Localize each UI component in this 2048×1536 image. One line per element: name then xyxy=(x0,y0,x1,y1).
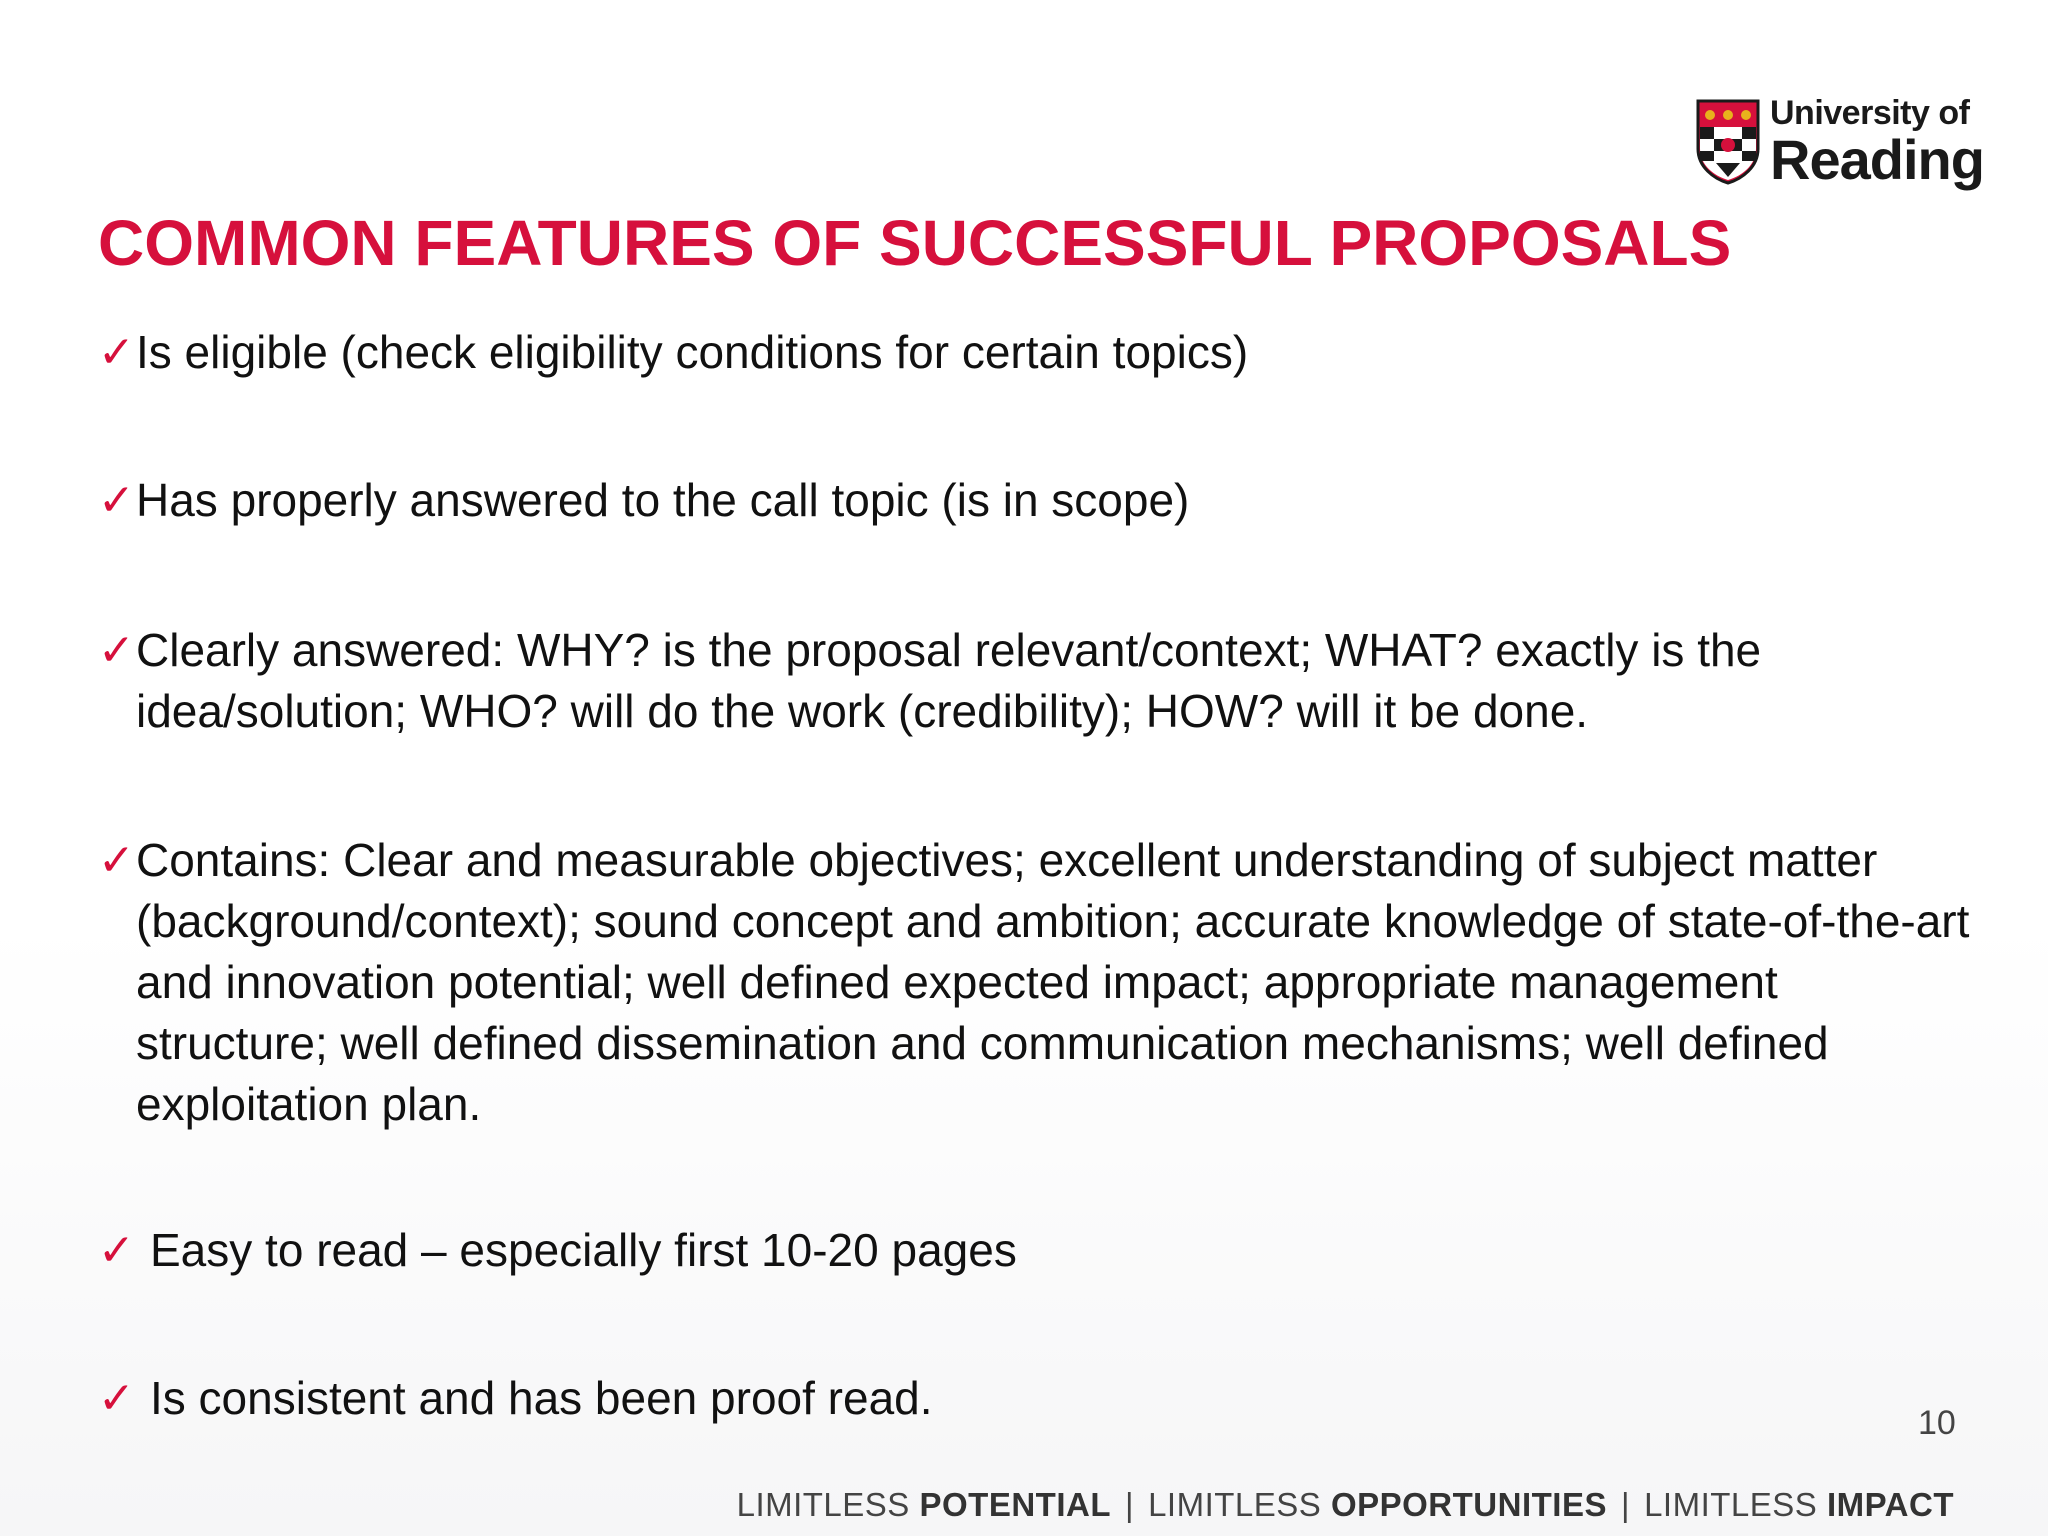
bullet-text: Clearly answered: WHY? is the proposal relevant/context; WHAT? exactly is the idea/solution; WHO? will do the work (credibility); HOW? will it be done. xyxy=(136,624,1762,737)
crest-icon xyxy=(1696,99,1760,185)
footer-strong-3: IMPACT xyxy=(1826,1486,1954,1523)
check-icon: ✓ xyxy=(98,836,135,885)
check-icon: ✓ xyxy=(98,626,135,675)
check-icon: ✓ xyxy=(98,1226,135,1275)
check-icon: ✓ xyxy=(98,476,135,525)
bullet-item xyxy=(98,620,1978,742)
bullet-item xyxy=(98,322,1248,383)
footer-strong-2: OPPORTUNITIES xyxy=(1330,1486,1607,1523)
university-logo xyxy=(1696,94,1984,191)
footer-prefix-3: LIMITLESS xyxy=(1644,1486,1827,1523)
bullet-item xyxy=(98,1220,1017,1281)
footer-separator: | xyxy=(1620,1486,1631,1523)
logo-wordmark xyxy=(1770,94,1984,191)
bullet-text: Contains: Clear and measurable objectives; excellent understanding of subject matter (background/context); sound concept and ambition; accurate knowledge of state-of-the-art and innovation potential; well defined expected impact; appropriate management structure; well defined dissemination and communication mechanisms; well defined exploitation plan. xyxy=(136,834,1970,1130)
bullet-text: Is consistent and has been proof read. xyxy=(150,1372,933,1424)
slide-title: COMMON FEATURES OF SUCCESSFUL PROPOSALS xyxy=(98,207,1732,279)
bullet-item xyxy=(98,830,1978,1135)
check-icon: ✓ xyxy=(98,328,135,377)
footer-separator: | xyxy=(1124,1486,1135,1523)
page-number: 10 xyxy=(1918,1404,1956,1442)
footer-strong-1: POTENTIAL xyxy=(919,1486,1111,1523)
bullet-item xyxy=(98,1368,933,1429)
footer-tagline xyxy=(737,1486,1954,1524)
bullet-text: Is eligible (check eligibility conditions for certain topics) xyxy=(136,326,1249,378)
logo-line-university-of: University of xyxy=(1770,94,1970,132)
footer-prefix-2: LIMITLESS xyxy=(1148,1486,1331,1523)
logo-line-reading: Reading xyxy=(1770,128,1984,191)
bullet-text: Has properly answered to the call topic (is in scope) xyxy=(136,474,1190,526)
check-icon: ✓ xyxy=(98,1374,135,1423)
bullet-text: Easy to read – especially first 10-20 pages xyxy=(150,1224,1017,1276)
bullet-item xyxy=(98,470,1189,531)
footer-prefix-1: LIMITLESS xyxy=(736,1486,920,1523)
